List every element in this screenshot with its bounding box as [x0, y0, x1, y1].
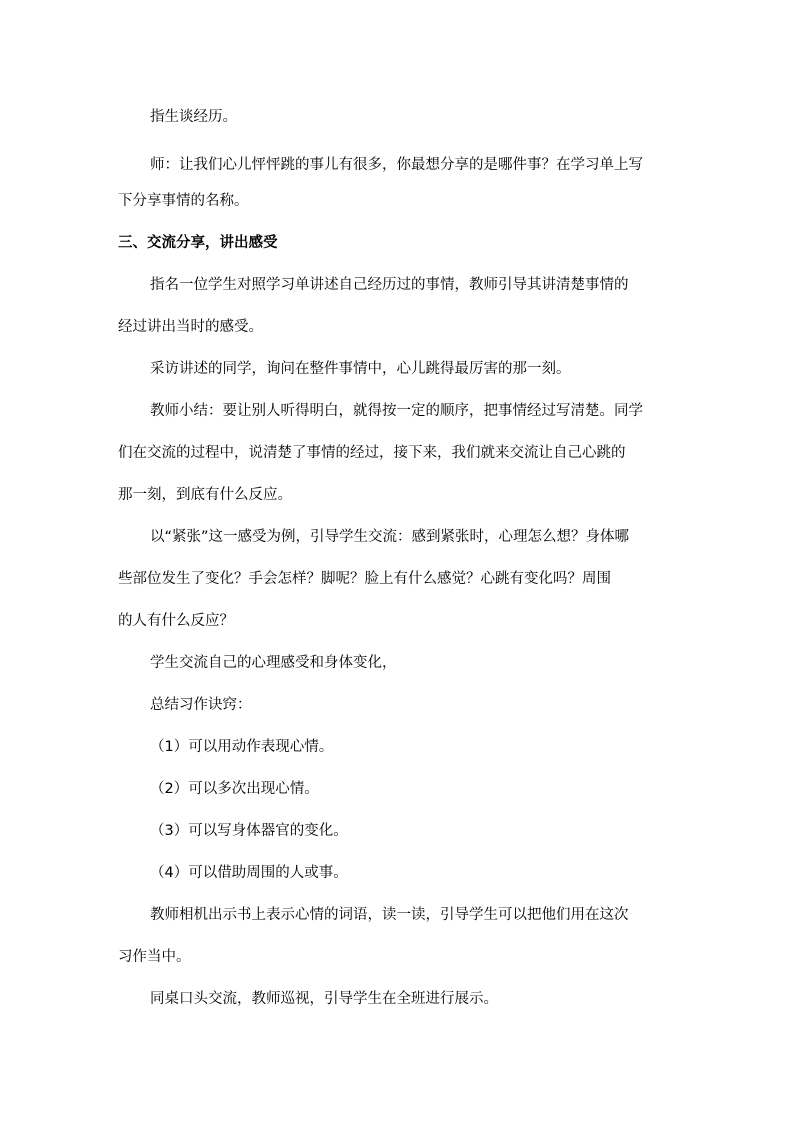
paragraph-line: 经过讲出当时的感受。 [118, 319, 263, 335]
paragraph-line: 学生交流自己的心理感受和身体变化， [150, 655, 397, 671]
list-item: （2）可以多次出现心情。 [150, 781, 319, 797]
paragraph-line: 们在交流的过程中，说清楚了事情的经过，接下来，我们就来交流让自己心跳的 [118, 445, 626, 461]
paragraph-line: 的人有什么反应？ [118, 613, 234, 629]
paragraph-line: 总结习作诀窍： [150, 697, 252, 713]
paragraph-line: 以“紧张”这一感受为例，引导学生交流：感到紧张时，心理怎么想？身体哪 [150, 529, 630, 545]
paragraph-line: 指名一位学生对照学习单讲述自己经历过的事情，教师引导其讲清楚事情的 [150, 277, 629, 293]
paragraph-line: 那一刻，到底有什么反应。 [118, 487, 292, 503]
paragraph-line: 同桌口头交流，教师巡视，引导学生在全班进行展示。 [150, 991, 498, 1007]
paragraph-line: 下分享事情的名称。 [118, 193, 249, 209]
paragraph-line: 师：让我们心儿怦怦跳的事儿有很多，你最想分享的是哪件事？在学习单上写 [150, 157, 643, 173]
paragraph-line: 指生谈经历。 [150, 109, 237, 125]
section-heading: 三、交流分享，讲出感受 [118, 235, 278, 251]
paragraph-line: 习作当中。 [118, 949, 191, 965]
paragraph-line: 采访讲述的同学，询问在整件事情中，心儿跳得最厉害的那一刻。 [150, 361, 571, 377]
paragraph-line: 教师小结：要让别人听得明白，就得按一定的顺序，把事情经过写清楚。同学 [150, 403, 643, 419]
list-item: （1）可以用动作表现心情。 [150, 739, 334, 755]
paragraph-line: 教师相机出示书上表示心情的词语，读一读，引导学生可以把他们用在这次 [150, 907, 629, 923]
list-item: （4）可以借助周围的人或事。 [150, 865, 348, 881]
list-item: （3）可以写身体器官的变化。 [150, 823, 348, 839]
paragraph-line: 些部位发生了变化？手会怎样？脚呢？脸上有什么感觉？心跳有变化吗？周围 [118, 571, 611, 587]
